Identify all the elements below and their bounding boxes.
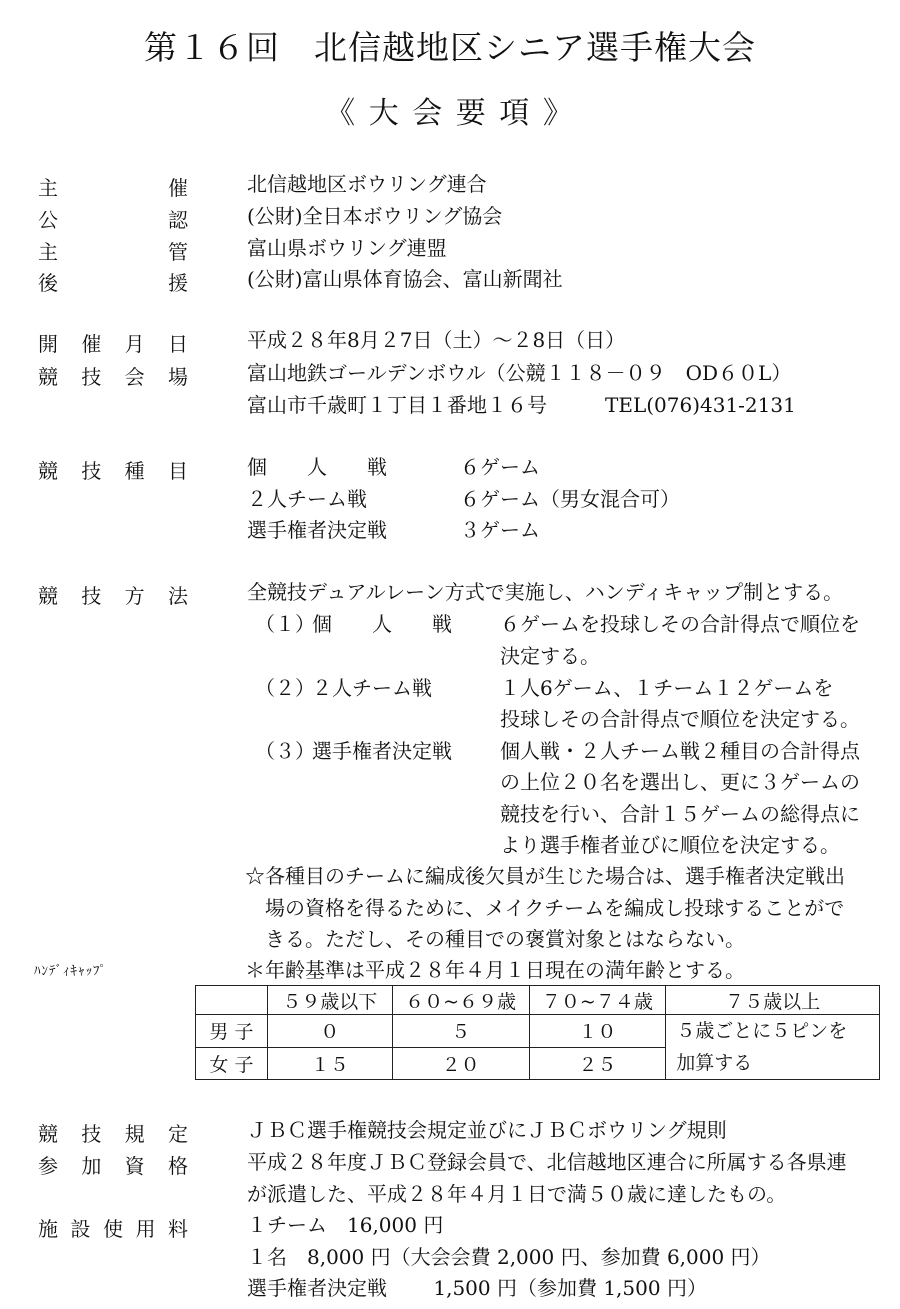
- label-venue: 競 技 会 場: [38, 365, 188, 389]
- venue-tel: TEL(076)431-2131: [605, 393, 796, 417]
- method-item-name: 選手権者決定戦: [312, 739, 452, 763]
- table-cell: １５: [267, 1047, 392, 1080]
- event-name: ２人チーム戦: [247, 487, 367, 511]
- value-eligibility: 平成２８年度ＪＢＣ登録会員で、北信越地区連合に所属する各県連: [247, 1150, 847, 1174]
- label-date: 開 催 月 日: [38, 332, 188, 356]
- label-eligibility: 参 加 資 格: [38, 1154, 188, 1178]
- label-events: 競 技 種 目: [38, 459, 188, 483]
- method-item-number: （２）: [255, 676, 315, 700]
- label-fee: 施 設 使 用 料: [38, 1217, 188, 1241]
- handicap-table: [195, 985, 880, 1080]
- method-item-name: 個 人 戦: [312, 612, 452, 636]
- table-cell: ２５: [529, 1047, 666, 1080]
- label-host: 主 管: [38, 240, 188, 264]
- method-item-number: （３）: [255, 739, 315, 763]
- event-name: 選手権者決定戦: [247, 518, 387, 542]
- method-item-line: ６ゲームを投球しその合計得点で順位を: [500, 612, 860, 636]
- method-item-line: より選手権者並びに順位を決定する。: [500, 833, 840, 857]
- table-header-row: [196, 986, 880, 1015]
- method-item-line: １人6ゲーム、１チーム１２ゲームを: [500, 676, 834, 700]
- method-item-line: 決定する。: [500, 644, 600, 668]
- value-organizer: 北信越地区ボウリング連合: [247, 172, 487, 196]
- value-date: 平成２８年8月２7日（土）～２8日（日）: [247, 328, 626, 352]
- table-header-cell: ６０~６９歳: [392, 986, 529, 1015]
- table-header-cell: ７０~７４歳: [529, 986, 666, 1015]
- fee-line: １名 8,000 円（大会会費 2,000 円、参加費 6,000 円）: [247, 1245, 771, 1269]
- label-support: 後 援: [38, 271, 188, 295]
- table-row-label: 女 子: [196, 1047, 268, 1080]
- value-support: (公財)富山県体育協会、富山新聞社: [247, 267, 563, 291]
- table-cell-over75: [666, 1015, 880, 1080]
- label-handicap: ﾊﾝﾃﾞｨｷｬｯﾌﾟ: [34, 964, 107, 979]
- venue-address: 富山市千歳町１丁目１番地１６号: [247, 393, 547, 417]
- table-row: [196, 1015, 880, 1048]
- label-approval: 公 認: [38, 208, 188, 232]
- handicap-basis: ＊年齢基準は平成２８年４月１日現在の満年齢とする。: [245, 958, 745, 982]
- method-item-line: 競技を行い、合計１５ゲームの総得点に: [500, 802, 860, 826]
- table-row-label: 男 子: [196, 1015, 268, 1048]
- table-header-cell: ７５歳以上: [666, 986, 880, 1015]
- method-item-line: 投球しその合計得点で順位を決定する。: [500, 707, 860, 731]
- value-host: 富山県ボウリング連盟: [247, 236, 447, 260]
- fee-line: １チーム 16,000 円: [247, 1213, 444, 1237]
- method-note: きる。ただし、その種目での褒賞対象とはならない。: [265, 927, 745, 951]
- label-method: 競 技 方 法: [38, 584, 188, 608]
- table-cell: ５: [392, 1015, 529, 1048]
- table-cell: ２０: [392, 1047, 529, 1080]
- label-organizer: 主 催: [38, 176, 188, 200]
- event-games: ３ゲーム: [460, 518, 540, 542]
- method-intro: 全競技デュアルレーン方式で実施し、ハンディキャップ制とする。: [247, 580, 844, 604]
- value-eligibility: が派遣した、平成２８年４月１日で満５０歳に達したもの。: [247, 1182, 787, 1206]
- method-note: ☆各種目のチームに編成後欠員が生じた場合は、選手権者決定戦出: [245, 864, 845, 888]
- table-header-cell: [196, 986, 268, 1015]
- method-item-line: 個人戦・２人チーム戦２種目の合計得点: [500, 739, 860, 763]
- method-item-number: （１）: [255, 612, 315, 636]
- event-name: 個 人 戦: [247, 455, 387, 479]
- table-header-cell: ５９歳以下: [267, 986, 392, 1015]
- value-venue: 富山地鉄ゴールデンボウル（公競１１８－０９ OD６０L）: [247, 361, 792, 385]
- page-title: 第１６回 北信越地区シニア選手権大会: [144, 28, 756, 67]
- value-rules: ＪＢＣ選手権競技会規定並びにＪＢＣボウリング規則: [247, 1118, 727, 1142]
- event-games: ６ゲーム: [460, 455, 540, 479]
- method-item-line: の上位２０名を選出し、更に３ゲームの: [500, 770, 860, 794]
- table-cell: １０: [529, 1015, 666, 1048]
- page-subtitle: 《 大 会 要 項 》: [325, 96, 575, 131]
- fee-line: 選手権者決定戦 1,500 円（参加費 1,500 円）: [247, 1276, 707, 1300]
- label-rules: 競 技 規 定: [38, 1122, 188, 1146]
- event-games: ６ゲーム（男女混合可）: [460, 487, 680, 511]
- table-cell: ０: [267, 1015, 392, 1048]
- method-note: 場の資格を得るために、メイクチームを編成し投球することがで: [265, 896, 845, 920]
- over75-line: ５歳ごとに５ピンを: [676, 1020, 848, 1042]
- value-approval: (公財)全日本ボウリング協会: [247, 204, 503, 228]
- method-item-name: ２人チーム戦: [312, 676, 432, 700]
- over75-line: 加算する: [676, 1052, 753, 1074]
